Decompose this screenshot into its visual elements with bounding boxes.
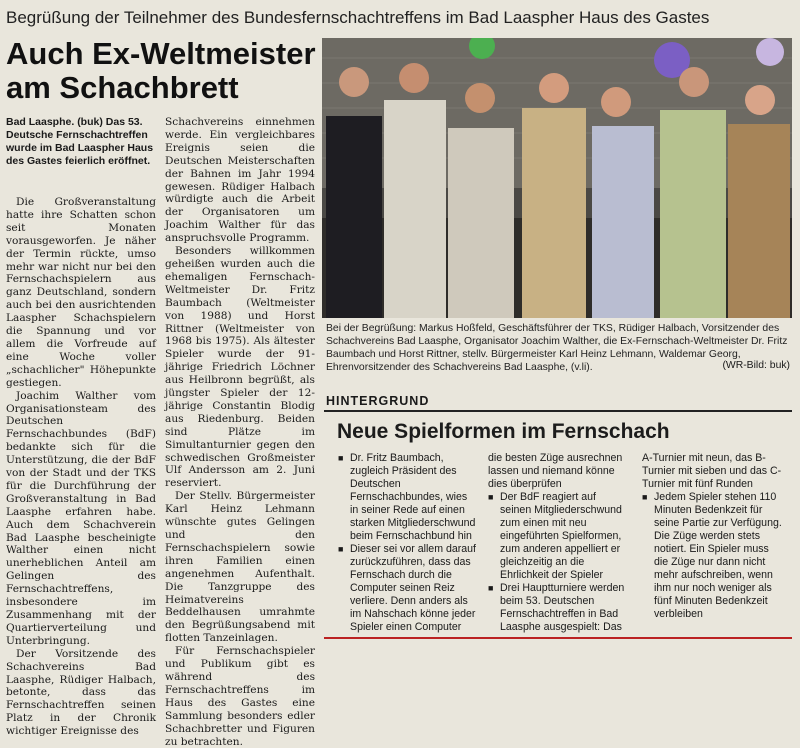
box-column-2: [488, 452, 628, 634]
bullet-item: ■ Jedem Spieler stehen 110 Minuten Bedenkzeit für seine Partie zur Verfügung. Die Züge werden stets notiert. Ein Spieler muss die Züge nur dann nicht mehr aufschreiben, wenn ihm nur noch weniger als fünf Minuten Bedenkzeit verbleiben: [642, 491, 782, 621]
article-headline: [6, 37, 316, 105]
photo-caption: Bei der Begrüßung: Markus Hoßfeld, Geschäftsführer der TKS, Rüdiger Halbach, Vorsitzender des Schachvereins Bad Laasphe, Organisator Joachim Walther, die Ex-Fernschach-Weltmeister Dr. Fritz Baumbach und Horst Rittner, stellv. Bürgermeister Karl Heinz Lehmann, Waldemar Georg, Ehrenvorsitzender des Schachvereins Bad Laasphe, (v.li).: [326, 323, 788, 373]
photo-credit: (WR-Bild: buk): [722, 360, 790, 371]
headline-line-1: Auch Ex-Weltmeister: [6, 36, 316, 71]
bullet-item: ■ Drei Hauptturniere werden beim 53. Deutschen Fernschachtreffen in Bad Laasphe ausgespielt: Das: [488, 582, 628, 634]
paragraph: Joachim Walther vom Organisationsteam des Deutschen Fernschachbundes (BdF) bedankte sich für die Unterstützung, die der BdF von der Stadt und der TKS für die Durchführung der Großveranstaltung in Bad Laasphe erfahren habe. Auch dem Schachverein Bad Laasphe bescheinigte Walther einen nicht unerheblichen Anteil am Gelingen des Fernschachtreffens, insbesondere im Zusammenhang mit der Quartierverteilung und Unterbringung.: [6, 389, 156, 647]
person-2: [384, 63, 446, 318]
box-bottom-rule: [324, 637, 792, 639]
headline-line-2: am Schachbrett: [6, 70, 239, 105]
continued-text: die besten Züge ausrechnen lassen und niemand könne dies überprüfen: [488, 452, 623, 490]
continued-text: A-Turnier mit neun, das B-Turnier mit sieben und das C-Turnier mit fünf Runden: [642, 452, 782, 490]
balloon-lilac: [756, 38, 784, 66]
box-title: Neue Spielformen im Fernschach: [337, 420, 670, 443]
paragraph: Für Fernschachspieler und Publikum gibt es während des Fernschachtreffens im Haus des Gastes eine Sammlung besonders edler Schachbretter und Figuren zu betrachten.: [165, 645, 315, 748]
paragraph: Der Vorsitzende des Schachvereins Bad Laasphe, Rüdiger Halbach, betonte, dass das Fernschachtreffen seinen Platz in der Chronik wichtiger Ereignisse des: [6, 647, 156, 738]
paragraph: Besonders willkommen geheißen wurden auch die ehemaligen Fernschach-Weltmeister Dr. Fritz Baumbach (Weltmeister von 1988) und Horst Rittner (Weltmeister von 1968 bis 1975). Als ältester Spieler wurde der 91-jährige Friedrich Löchner aus Heilbronn begrüßt, als jüngster Spieler der 12-jährige Constantin Blodig aus Riedenburg. Beiden sind Plätze im Simultanturnier gegen den schwedischen Großmeister Ulf Andersson am 2. Juni reserviert.: [165, 245, 315, 490]
box-column-1: [338, 452, 478, 634]
article-column-1: [6, 196, 156, 738]
bullet-item: ■ Dr. Fritz Baumbach, zugleich Präsident des Deutschen Fernschachbundes, wies in seiner Rede auf einen starken Mitgliederschwund beim Fernschachbund hin: [338, 452, 478, 543]
box-column-3: [642, 452, 782, 621]
article-column-2: [165, 116, 315, 748]
paragraph: Der Stellv. Bürgermeister Karl Heinz Lehmann wünschte gutes Gelingen und den Fernschachspielern sowie ihren Familien einen angenehmen Aufenthalt. Die Tanzgruppe des Heimatvereins Beddelhausen umrahmte den Begrüßungsabend mit flotten Tanzeinlagen.: [165, 490, 315, 645]
group-photo: [322, 38, 792, 318]
box-label: HINTERGRUND: [326, 394, 430, 408]
person-4: [522, 73, 586, 318]
article-lead: Bad Laasphe. (buk) Das 53. Deutsche Fernschachtreffen wurde im Bad Laaspher Haus des Gastes feierlich eröffnet.: [6, 116, 154, 167]
article-kicker: Begrüßung der Teilnehmer des Bundesfernschachtreffens im Bad Laaspher Haus des Gastes: [6, 8, 710, 27]
paragraph: Schachvereins einnehmen werde. Ein vergleichbares Ereignis seien die Deutschen Meisterschaften der Bahnen im Jahr 1994 gewesen. Rüdiger Halbach würdigte auch die Arbeit der Organisatoren um Joachim Walther für das anspruchsvolle Programm.: [165, 116, 315, 245]
bullet-item: ■ Dieser sei vor allem darauf zurückzuführen, dass das Fernschach durch die Computer seinen Reiz verliere. Denn anders als im Nahschach könne jeder Spieler einen Computer: [338, 543, 478, 634]
box-top-rule: [324, 410, 792, 412]
group-photo-illustration: [322, 38, 792, 318]
paragraph: Die Großveranstaltung hatte ihre Schatten schon seit Monaten vorausgeworfen. Je näher der Termin rückte, umso mehr war nicht nur bei den Fernschachspielern aus ganz Deutschland, sondern auch bei den ausrichtenden Laaspher Schachspielern die Spannung und vor allem die Vorfreude auf eine Woche voller „schachlicher" Höhepunkte gestiegen.: [6, 196, 156, 389]
bullet-item: ■ Der BdF reagiert auf seinen Mitgliederschwund zum einen mit neu eingeführten Spielformen, zum anderen appelliert er gleichzeitig an die Ehrlichkeit der Spieler: [488, 491, 628, 582]
